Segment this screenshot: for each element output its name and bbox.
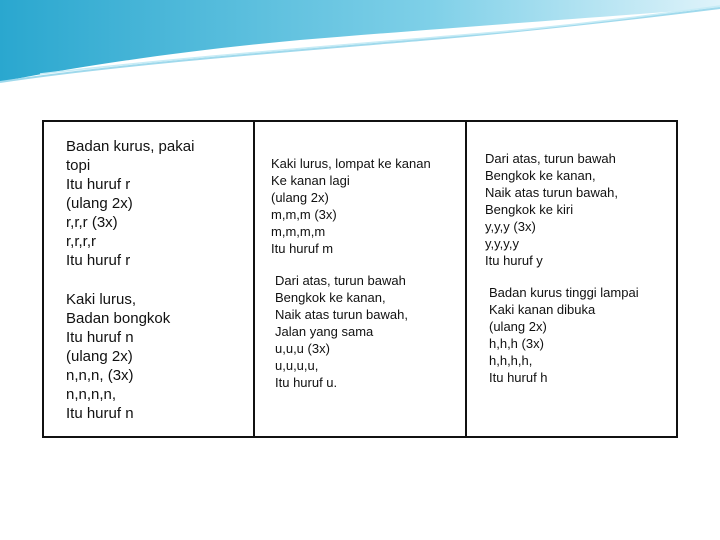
text-line: Kaki lurus, [66, 291, 137, 308]
text-line: Bengkok ke kanan, [485, 168, 596, 183]
text-line: Itu huruf u. [275, 375, 338, 390]
text-line: Bengkok ke kiri [485, 202, 574, 217]
rhyme-letter-y [485, 150, 618, 269]
rhyme-letter-u [275, 272, 408, 391]
text-line: (ulang 2x) [271, 190, 329, 205]
text-line: Itu huruf r [66, 252, 131, 269]
text-line: h,h,h,h, [489, 353, 533, 368]
text-line: Itu huruf n [66, 329, 134, 346]
header-wave-decoration [0, 0, 720, 90]
text-line: Dari atas, turun bawah [485, 151, 616, 166]
text-line: Badan kurus tinggi lampai [489, 285, 639, 300]
text-line: r,r,r,r [66, 233, 96, 250]
text-line: Dari atas, turun bawah [275, 273, 406, 288]
text-line: Badan bongkok [66, 310, 171, 327]
text-line: n,n,n, (3x) [66, 367, 134, 384]
rhyme-letter-r [66, 137, 194, 270]
text-line: (ulang 2x) [66, 195, 133, 212]
letter-rhyme-table [42, 120, 678, 438]
text-line: m,m,m (3x) [271, 207, 337, 222]
text-line: Naik atas turun bawah, [275, 307, 408, 322]
text-line: y,y,y,y [485, 236, 519, 251]
text-line: Jalan yang sama [275, 324, 374, 339]
text-line: h,h,h (3x) [489, 336, 544, 351]
text-line: Itu huruf m [271, 241, 334, 256]
text-line: Naik atas turun bawah, [485, 185, 618, 200]
text-line: u,u,u,u, [275, 358, 319, 373]
text-line: Kaki lurus, lompat ke kanan [271, 156, 431, 171]
text-line: topi [66, 157, 91, 174]
text-line: Badan kurus, pakai [66, 138, 195, 155]
text-line: Kaki kanan dibuka [489, 302, 596, 317]
text-line: Itu huruf r [66, 176, 131, 193]
rhyme-letter-n [66, 290, 170, 423]
column-divider [253, 122, 255, 436]
text-line: Itu huruf h [489, 370, 548, 385]
text-line: y,y,y (3x) [485, 219, 536, 234]
rhyme-letter-m [271, 155, 431, 257]
rhyme-letter-h [489, 284, 639, 386]
text-line: (ulang 2x) [66, 348, 133, 365]
text-line: (ulang 2x) [489, 319, 547, 334]
text-line: Ke kanan lagi [271, 173, 350, 188]
text-line: u,u,u (3x) [275, 341, 330, 356]
text-line: Bengkok ke kanan, [275, 290, 386, 305]
text-line: r,r,r (3x) [66, 214, 118, 231]
text-line: Itu huruf y [485, 253, 543, 268]
text-line: n,n,n,n, [66, 386, 117, 403]
column-divider [465, 122, 467, 436]
text-line: Itu huruf n [66, 405, 134, 422]
text-line: m,m,m,m [271, 224, 326, 239]
